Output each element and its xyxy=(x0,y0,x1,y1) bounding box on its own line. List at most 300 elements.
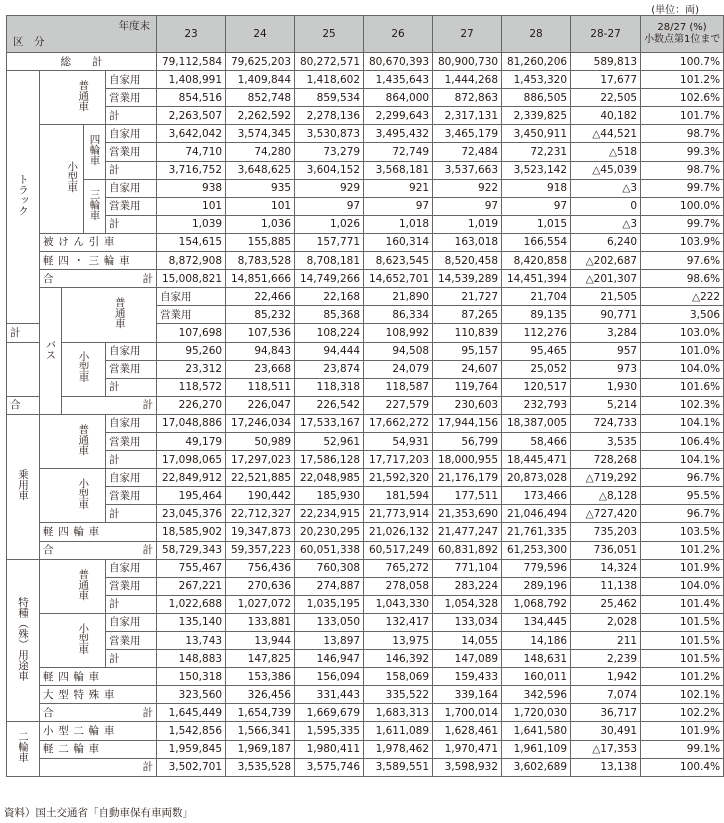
value-cell: 226,047 xyxy=(226,396,295,414)
pct-cell: 102.3% xyxy=(641,396,724,414)
section-passenger-text: 乗用車 xyxy=(17,469,29,501)
value-cell: 95,465 xyxy=(502,342,571,360)
diff-cell: 40,182 xyxy=(571,107,641,125)
value-cell: 326,456 xyxy=(226,686,295,704)
value-cell: 148,883 xyxy=(157,650,226,668)
row-label: 自家用 xyxy=(106,559,157,577)
pct-cell: 101.4% xyxy=(641,595,724,613)
value-cell: 232,793 xyxy=(502,396,571,414)
row-label: 自家用 xyxy=(106,469,157,487)
pct-cell: 104.0% xyxy=(641,577,724,595)
diff-cell: 728,268 xyxy=(571,451,641,469)
value-cell: 146,947 xyxy=(295,650,364,668)
value-cell: 3,589,551 xyxy=(364,758,433,776)
row-label: 営業用 xyxy=(106,432,157,450)
value-cell: 3,574,345 xyxy=(226,125,295,143)
total-label-left: 合 xyxy=(40,704,62,722)
table-row xyxy=(7,595,724,613)
value-cell: 859,534 xyxy=(295,89,364,107)
value-cell: 54,931 xyxy=(364,432,433,450)
value-cell: 3,523,142 xyxy=(502,161,571,179)
group-spacer xyxy=(40,414,62,468)
value-cell: 74,710 xyxy=(157,143,226,161)
table-row xyxy=(7,632,724,650)
value-cell: 3,648,625 xyxy=(226,161,295,179)
group-small-three xyxy=(84,179,106,233)
total-label-left: 合 xyxy=(40,270,62,288)
row-label: 営業用 xyxy=(157,306,226,324)
value-cell: 50,989 xyxy=(226,432,295,450)
diff-cell: 0 xyxy=(571,197,641,215)
value-cell: 3,465,179 xyxy=(433,125,502,143)
value-cell: 157,771 xyxy=(295,233,364,251)
diff-cell: △727,420 xyxy=(571,505,641,523)
value-cell: 80,272,571 xyxy=(295,53,364,71)
value-cell: 61,253,300 xyxy=(502,541,571,559)
table-row xyxy=(7,451,724,469)
table-row xyxy=(7,487,724,505)
value-cell: 21,592,320 xyxy=(364,469,433,487)
table-row xyxy=(7,252,724,270)
value-cell: 72,231 xyxy=(502,143,571,161)
value-cell: 929 xyxy=(295,179,364,197)
row-label: 営業用 xyxy=(106,89,157,107)
value-cell: 190,442 xyxy=(226,487,295,505)
value-cell: 289,196 xyxy=(502,577,571,595)
value-cell: 97 xyxy=(502,197,571,215)
value-cell: 1,645,449 xyxy=(157,704,226,722)
value-cell: 274,887 xyxy=(295,577,364,595)
value-cell: 1,611,089 xyxy=(364,722,433,740)
group-spacer xyxy=(40,469,62,523)
value-cell: 339,164 xyxy=(433,686,502,704)
row-label: 計 xyxy=(106,505,157,523)
value-cell: 3,450,911 xyxy=(502,125,571,143)
group-small xyxy=(62,613,106,667)
table-row xyxy=(7,740,724,758)
header-row xyxy=(7,16,724,53)
value-cell: 95,157 xyxy=(433,342,502,360)
group-small xyxy=(62,469,106,523)
value-cell: 94,444 xyxy=(295,342,364,360)
pct-cell: 101.2% xyxy=(641,71,724,89)
row-label: 軽四輪車 xyxy=(40,668,157,686)
value-cell: 1,035,195 xyxy=(295,595,364,613)
value-cell: 15,008,821 xyxy=(157,270,226,288)
value-cell: 101 xyxy=(157,197,226,215)
pct-cell: 103.9% xyxy=(641,233,724,251)
group-regular xyxy=(84,288,157,342)
section-two-wheel xyxy=(7,722,40,776)
value-cell: 1,418,602 xyxy=(295,71,364,89)
diff-cell: 3,506 xyxy=(641,306,724,324)
row-label: 軽四輪車 xyxy=(40,523,157,541)
pct-cell: 101.0% xyxy=(641,342,724,360)
total-label-right: 計 xyxy=(62,541,157,559)
value-cell: 23,045,376 xyxy=(157,505,226,523)
value-cell: 8,708,181 xyxy=(295,252,364,270)
value-cell: 226,542 xyxy=(295,396,364,414)
pct-cell: 96.7% xyxy=(641,469,724,487)
table-row xyxy=(7,650,724,668)
table-row xyxy=(7,89,724,107)
value-cell: 13,897 xyxy=(295,632,364,650)
value-cell: 2,339,825 xyxy=(502,107,571,125)
value-cell: 90,771 xyxy=(571,306,641,324)
value-cell: 3,602,689 xyxy=(502,758,571,776)
value-cell: 160,314 xyxy=(364,233,433,251)
pct-cell: 98.7% xyxy=(641,161,724,179)
group-regular xyxy=(62,71,106,125)
value-cell: 1,453,320 xyxy=(502,71,571,89)
value-cell: 118,511 xyxy=(226,378,295,396)
value-cell: 1,068,792 xyxy=(502,595,571,613)
group-spacer xyxy=(40,559,62,613)
value-cell: 21,505 xyxy=(571,288,641,306)
table-row xyxy=(7,559,724,577)
value-cell: 118,318 xyxy=(295,378,364,396)
value-cell: 21,761,335 xyxy=(502,523,571,541)
value-cell: 156,094 xyxy=(295,668,364,686)
row-label: 計 xyxy=(106,595,157,613)
year-header: 27 xyxy=(433,16,502,53)
table-row xyxy=(7,469,724,487)
value-cell: 1,022,688 xyxy=(157,595,226,613)
value-cell: 17,944,156 xyxy=(433,414,502,432)
value-cell: 17,533,167 xyxy=(295,414,364,432)
group-small-text: 小型車 xyxy=(77,351,90,383)
value-cell: 13,944 xyxy=(226,632,295,650)
row-label: 自家用 xyxy=(106,179,157,197)
value-cell: 158,069 xyxy=(364,668,433,686)
total-row xyxy=(7,758,724,776)
value-cell: 56,799 xyxy=(433,432,502,450)
row-label: 自家用 xyxy=(106,414,157,432)
value-cell: 23,874 xyxy=(295,360,364,378)
value-cell: 17,297,023 xyxy=(226,451,295,469)
table-row xyxy=(7,686,724,704)
value-cell: 22,712,327 xyxy=(226,505,295,523)
value-cell: 135,140 xyxy=(157,613,226,631)
value-cell: 1,026 xyxy=(295,215,364,233)
value-cell: 14,451,394 xyxy=(502,270,571,288)
pct-cell: 99.7% xyxy=(641,215,724,233)
pct-cell: 100.4% xyxy=(641,758,724,776)
value-cell: 765,272 xyxy=(364,559,433,577)
diff-cell: 3,535 xyxy=(571,432,641,450)
pct-cell: 98.6% xyxy=(641,270,724,288)
pct-cell: 101.2% xyxy=(641,541,724,559)
value-cell: 87,265 xyxy=(433,306,502,324)
row-label: 自家用 xyxy=(106,71,157,89)
value-cell: 195,464 xyxy=(157,487,226,505)
pct-cell: 104.0% xyxy=(641,360,724,378)
value-cell: 49,179 xyxy=(157,432,226,450)
value-cell: 21,026,132 xyxy=(364,523,433,541)
value-cell: 21,773,914 xyxy=(364,505,433,523)
value-cell: 918 xyxy=(502,179,571,197)
value-cell: 24,607 xyxy=(433,360,502,378)
value-cell: 20,230,295 xyxy=(295,523,364,541)
value-cell: 150,318 xyxy=(157,668,226,686)
value-cell: 3,575,746 xyxy=(295,758,364,776)
value-cell: 20,873,028 xyxy=(502,469,571,487)
value-cell: 58,466 xyxy=(502,432,571,450)
diff-cell: 724,733 xyxy=(571,414,641,432)
diff-cell: 735,203 xyxy=(571,523,641,541)
value-cell: 756,436 xyxy=(226,559,295,577)
row-label: 被けん引車 xyxy=(40,233,157,251)
value-cell: 94,508 xyxy=(364,342,433,360)
row-label: 軽四・三輪車 xyxy=(40,252,157,270)
value-cell: 19,347,873 xyxy=(226,523,295,541)
diff-cell: 3,284 xyxy=(571,324,641,342)
pct-cell: 101.5% xyxy=(641,613,724,631)
diff-cell: 6,240 xyxy=(571,233,641,251)
value-cell: 148,631 xyxy=(502,650,571,668)
table-row xyxy=(7,107,724,125)
value-cell: 3,568,181 xyxy=(364,161,433,179)
table-row xyxy=(7,613,724,631)
row-label: 計 xyxy=(106,161,157,179)
value-cell: 8,520,458 xyxy=(433,252,502,270)
row-label: 自家用 xyxy=(106,613,157,631)
value-cell: 283,224 xyxy=(433,577,502,595)
value-cell: 146,392 xyxy=(364,650,433,668)
row-label: 計 xyxy=(106,650,157,668)
group-small-text: 小型車 xyxy=(66,161,79,193)
pct-cell: 106.4% xyxy=(641,432,724,450)
pct-cell: 103.0% xyxy=(641,324,724,342)
pct-cell: 97.6% xyxy=(641,252,724,270)
section-bus-text: バス xyxy=(44,338,57,360)
value-cell: 17,246,034 xyxy=(226,414,295,432)
year-header: 26 xyxy=(364,16,433,53)
value-cell: 107,536 xyxy=(226,324,295,342)
value-cell: 120,517 xyxy=(502,378,571,396)
row-label: 軽二輪車 xyxy=(40,740,157,758)
value-cell: 21,704 xyxy=(502,288,571,306)
value-cell: 267,221 xyxy=(157,577,226,595)
value-cell: 589,813 xyxy=(571,53,641,71)
pct-cell: 102.1% xyxy=(641,686,724,704)
value-cell: 1,542,856 xyxy=(157,722,226,740)
value-cell: 147,825 xyxy=(226,650,295,668)
value-cell: 17,717,203 xyxy=(364,451,433,469)
value-cell: 227,579 xyxy=(364,396,433,414)
table-row xyxy=(7,523,724,541)
value-cell: 22,466 xyxy=(226,288,295,306)
table-row xyxy=(7,161,724,179)
value-cell: 1,435,643 xyxy=(364,71,433,89)
pct-cell: 101.6% xyxy=(641,378,724,396)
group-small xyxy=(62,125,84,234)
group-regular-text: 普通車 xyxy=(77,79,90,112)
value-cell: 8,420,858 xyxy=(502,252,571,270)
grand-total-label: 総 計 xyxy=(7,53,157,71)
pct-cell: 101.9% xyxy=(641,722,724,740)
value-cell: 1,444,268 xyxy=(433,71,502,89)
value-cell: 1,015 xyxy=(502,215,571,233)
value-cell: 2,263,507 xyxy=(157,107,226,125)
group-regular-text: 普通車 xyxy=(113,297,126,329)
value-cell: 2,299,643 xyxy=(364,107,433,125)
value-cell: 133,881 xyxy=(226,613,295,631)
pct-sub-label: 小数点第1位まで xyxy=(644,34,721,45)
value-cell: 163,018 xyxy=(433,233,502,251)
value-cell: 60,051,338 xyxy=(295,541,364,559)
value-cell: 335,522 xyxy=(364,686,433,704)
pct-cell: 101.2% xyxy=(641,668,724,686)
pct-cell: 101.9% xyxy=(641,559,724,577)
value-cell: 1,654,739 xyxy=(226,704,295,722)
value-cell: 97 xyxy=(364,197,433,215)
row-label: 計 xyxy=(106,107,157,125)
diff-cell: 30,491 xyxy=(571,722,641,740)
value-cell: 22,048,985 xyxy=(295,469,364,487)
value-cell: 3,530,873 xyxy=(295,125,364,143)
diff-cell: △222 xyxy=(641,288,724,306)
value-cell: 1,054,328 xyxy=(433,595,502,613)
value-cell: 14,055 xyxy=(433,632,502,650)
table-row xyxy=(7,577,724,595)
value-cell: 85,232 xyxy=(226,306,295,324)
pct-cell: 95.5% xyxy=(641,487,724,505)
value-cell: 89,135 xyxy=(502,306,571,324)
value-cell: 935 xyxy=(226,179,295,197)
table-row xyxy=(7,722,724,740)
vehicle-holdings-table xyxy=(6,15,724,777)
value-cell: 1,720,030 xyxy=(502,704,571,722)
value-cell: 864,000 xyxy=(364,89,433,107)
value-cell: 185,930 xyxy=(295,487,364,505)
value-cell: 1,027,072 xyxy=(226,595,295,613)
value-cell: 14,851,666 xyxy=(226,270,295,288)
pct-cell: 96.7% xyxy=(641,505,724,523)
source-note: 資料）国土交通省「自動車保有車両数」 xyxy=(4,807,193,819)
value-cell: 3,642,042 xyxy=(157,125,226,143)
value-cell: 18,445,471 xyxy=(502,451,571,469)
diff-cell: △8,128 xyxy=(571,487,641,505)
pct-cell: 101.5% xyxy=(641,632,724,650)
diff-cell: △201,307 xyxy=(571,270,641,288)
value-cell: 119,764 xyxy=(433,378,502,396)
section-special-text: 特種（殊）用途車 xyxy=(17,596,29,681)
group-small-text: 小型車 xyxy=(77,622,90,655)
pct-cell: 102.2% xyxy=(641,704,724,722)
pct-cell: 101.5% xyxy=(641,650,724,668)
value-cell: 1,408,991 xyxy=(157,71,226,89)
row-label: 自家用 xyxy=(106,125,157,143)
total-label-right: 計 xyxy=(62,704,157,722)
value-cell: 1,669,679 xyxy=(295,704,364,722)
header-category-cell xyxy=(7,16,157,53)
value-cell: 1,019 xyxy=(433,215,502,233)
row-label: 大型特殊車 xyxy=(40,686,157,704)
value-cell: 86,334 xyxy=(364,306,433,324)
value-cell: 97 xyxy=(295,197,364,215)
pct-cell: 101.7% xyxy=(641,107,724,125)
diff-cell: 736,051 xyxy=(571,541,641,559)
value-cell: 3,537,663 xyxy=(433,161,502,179)
value-cell: 173,466 xyxy=(502,487,571,505)
group-regular-text: 普通車 xyxy=(77,423,90,456)
value-cell: 154,615 xyxy=(157,233,226,251)
row-label: 営業用 xyxy=(106,143,157,161)
value-cell: 160,011 xyxy=(502,668,571,686)
value-cell: 3,535,528 xyxy=(226,758,295,776)
value-cell: 134,445 xyxy=(502,613,571,631)
table-row xyxy=(7,342,724,360)
diff-cell: △3 xyxy=(571,215,641,233)
value-cell: 1,961,109 xyxy=(502,740,571,758)
value-cell: 73,279 xyxy=(295,143,364,161)
value-cell: 342,596 xyxy=(502,686,571,704)
row-label: 自家用 xyxy=(106,342,157,360)
value-cell: 72,749 xyxy=(364,143,433,161)
value-cell: 59,357,223 xyxy=(226,541,295,559)
value-cell: 1,566,341 xyxy=(226,722,295,740)
value-cell: 18,387,005 xyxy=(502,414,571,432)
table-row xyxy=(7,143,724,161)
value-cell: 14,186 xyxy=(502,632,571,650)
diff-cell: 957 xyxy=(571,342,641,360)
value-cell: 72,484 xyxy=(433,143,502,161)
value-cell: 100.7% xyxy=(641,53,724,71)
value-cell: 23,668 xyxy=(226,360,295,378)
pct-label: 28/27 (%) xyxy=(657,22,707,33)
value-cell: 8,783,528 xyxy=(226,252,295,270)
group-regular xyxy=(62,559,106,613)
group-spacer xyxy=(40,71,62,125)
value-cell: 132,417 xyxy=(364,613,433,631)
value-cell: 8,872,908 xyxy=(157,252,226,270)
value-cell: 21,353,690 xyxy=(433,505,502,523)
value-cell: 1,641,580 xyxy=(502,722,571,740)
unit-note: (単位：両) xyxy=(651,5,699,16)
value-cell: 1,970,471 xyxy=(433,740,502,758)
value-cell: 21,727 xyxy=(433,288,502,306)
table-row xyxy=(7,505,724,523)
value-cell: 24,079 xyxy=(364,360,433,378)
row-label: 営業用 xyxy=(106,487,157,505)
value-cell: 18,000,955 xyxy=(433,451,502,469)
table-row xyxy=(7,179,724,197)
value-cell: 886,505 xyxy=(502,89,571,107)
value-cell: 331,443 xyxy=(295,686,364,704)
value-cell: 1,018 xyxy=(364,215,433,233)
value-cell: 1,409,844 xyxy=(226,71,295,89)
table-row xyxy=(7,360,724,378)
group-small-four-text: 四輪車 xyxy=(88,134,101,166)
diff-cell: △202,687 xyxy=(571,252,641,270)
value-cell: 3,604,152 xyxy=(295,161,364,179)
value-cell: 872,863 xyxy=(433,89,502,107)
value-cell: 14,749,266 xyxy=(295,270,364,288)
row-label: 営業用 xyxy=(106,577,157,595)
value-cell: 2,262,592 xyxy=(226,107,295,125)
value-cell: 13,743 xyxy=(157,632,226,650)
diff-cell: 5,214 xyxy=(571,396,641,414)
table-row xyxy=(7,215,724,233)
group-spacer xyxy=(40,125,62,234)
value-cell: 1,039 xyxy=(157,215,226,233)
diff-cell: 22,505 xyxy=(571,89,641,107)
category-label: 区 分 xyxy=(13,36,45,48)
value-cell: 110,839 xyxy=(433,324,502,342)
total-row xyxy=(7,541,724,559)
value-cell: 94,843 xyxy=(226,342,295,360)
